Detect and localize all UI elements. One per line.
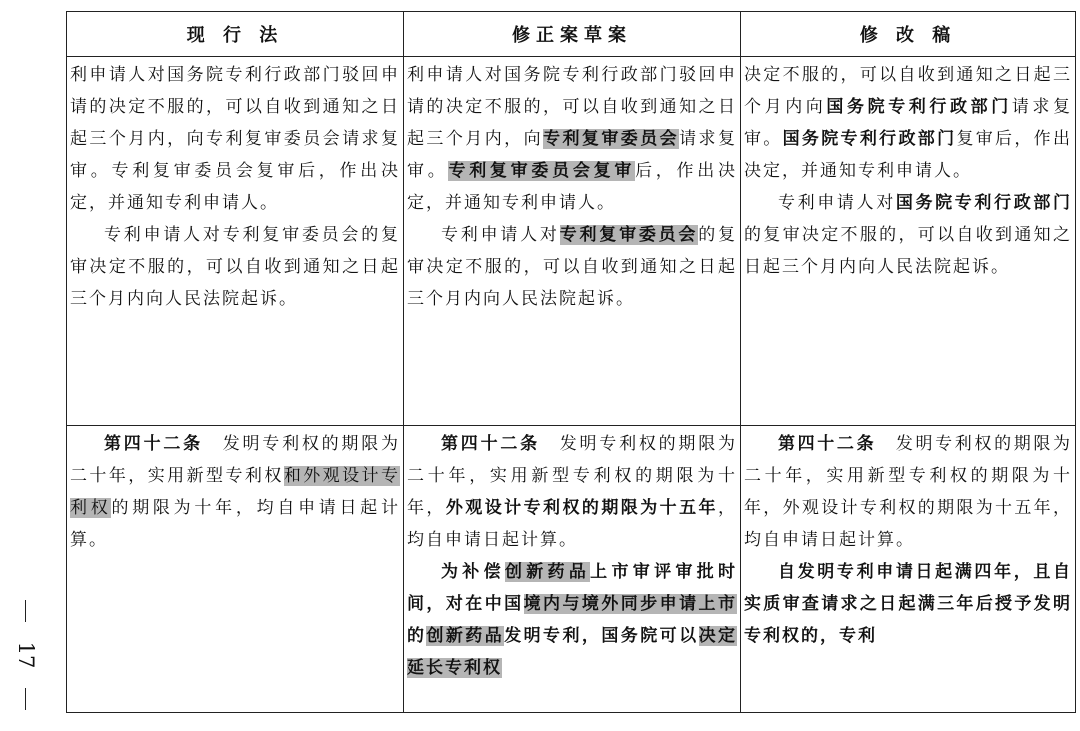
table-row [67, 426, 1076, 713]
paragraph: 利申请人对国务院专利行政部门驳回申请的决定不服的，可以自收到通知之日起三个月内，向专利复审委员会请求复审。专利复审委员会复审后，作出决定，并通知专利申请人。 [70, 65, 400, 213]
paragraph [407, 59, 737, 219]
page-number: 17 [14, 641, 38, 669]
paragraph [744, 187, 1072, 283]
text-span: 复审后，作出决定，并通知专利申请人。 [744, 129, 1072, 181]
highlighted-text: 和外观设计专利权 [70, 466, 400, 518]
highlighted-text: 专利复审委员会 [559, 225, 699, 245]
article-number: 第四十二条 [778, 434, 877, 454]
table-row [67, 57, 1076, 426]
text-span: 发明专利，国务院可以 [504, 626, 699, 646]
highlighted-text: 创新药品 [504, 562, 591, 582]
paragraph: 专利申请人对专利复审委员会的复审决定不服的，可以自收到通知之日起三个月内向人民法院起诉。 [70, 225, 400, 309]
bold-text: 国务院专利行政部门 [895, 193, 1073, 213]
row1-current-law-cell [67, 57, 404, 426]
paragraph [70, 428, 400, 556]
paragraph [744, 59, 1072, 187]
bold-text: 外观设计专利权的期限为十五年 [445, 498, 718, 518]
bold-text: 国务院专利行政部门 [782, 129, 957, 149]
highlighted-text: 境内与境外同步申请上市 [523, 594, 737, 614]
paragraph [407, 428, 737, 556]
paragraph [407, 556, 737, 684]
text-span: 的复审决定不服的，可以自收到通知之日起三个月内向人民法院起诉。 [407, 225, 738, 309]
row2-revised-draft-cell [741, 426, 1076, 713]
page-number-marker [6, 600, 46, 710]
text-span: 发明专利权的期限为二十年，实用新型专利权的期限为十年，外观设计专利权的期限为十五年，均自申请日起计算。 [744, 434, 1073, 550]
header-row [67, 12, 1076, 57]
page-number-rule-bottom [25, 688, 26, 710]
text-span: 为补偿 [441, 562, 505, 582]
page-number-rule-top [25, 600, 26, 622]
text-span: 后，作出决定，并通知专利申请人。 [407, 161, 738, 213]
text-span: 专利申请人对 [778, 193, 896, 213]
text-span: 发明专利权的期限为二十年，实用新型专利权的期限为十年， [407, 434, 738, 518]
text-span: 上市审评审批时间，对在中国 [407, 562, 738, 614]
highlighted-text: 决定延长专利权 [407, 626, 737, 678]
row2-current-law-cell [67, 426, 404, 713]
row1-revised-draft-cell [741, 57, 1076, 426]
text-span: 的期限为十年，均自申请日起计算。 [70, 498, 401, 550]
article-number: 第四十二条 [104, 434, 203, 454]
text-span: 的 [407, 626, 427, 646]
text-span: 请求复审。 [407, 129, 737, 181]
text-span: 请求复审。 [744, 97, 1073, 149]
text-span: 专利申请人对 [441, 225, 560, 245]
header-draft-amendment: 修正案草案 [404, 12, 741, 57]
bold-text: 国务院专利行政部门 [826, 97, 1012, 117]
text-span: 发明专利权的期限为二十年，实用新型专利权 [70, 434, 401, 486]
row2-draft-amendment-cell [404, 426, 741, 713]
header-revised-draft: 修 改 稿 [741, 12, 1076, 57]
paragraph [744, 428, 1072, 556]
paragraph [407, 219, 737, 315]
row1-draft-amendment-cell [404, 57, 741, 426]
comparison-table [66, 11, 1076, 713]
highlighted-text: 创新药品 [426, 626, 505, 646]
highlighted-text: 专利复审委员会复审 [448, 161, 636, 181]
text-span: ，均自申请日起计算。 [407, 498, 737, 550]
paragraph: 自发明专利申请日起满四年，且自实质审查请求之日起满三年后授予发明专利权的，专利 [744, 562, 1072, 646]
highlighted-text: 专利复审委员会 [543, 129, 680, 149]
text-span: 的复审决定不服的，可以自收到通知之日起三个月内向人民法院起诉。 [744, 225, 1072, 277]
article-number: 第四十二条 [441, 434, 540, 454]
text-span: 决定不服的，可以自收到通知之日起三个月内向 [744, 65, 1072, 117]
text-span: 利申请人对国务院专利行政部门驳回申请的决定不服的，可以自收到通知之日起三个月内，向 [407, 65, 737, 149]
header-current-law: 现 行 法 [67, 12, 404, 57]
